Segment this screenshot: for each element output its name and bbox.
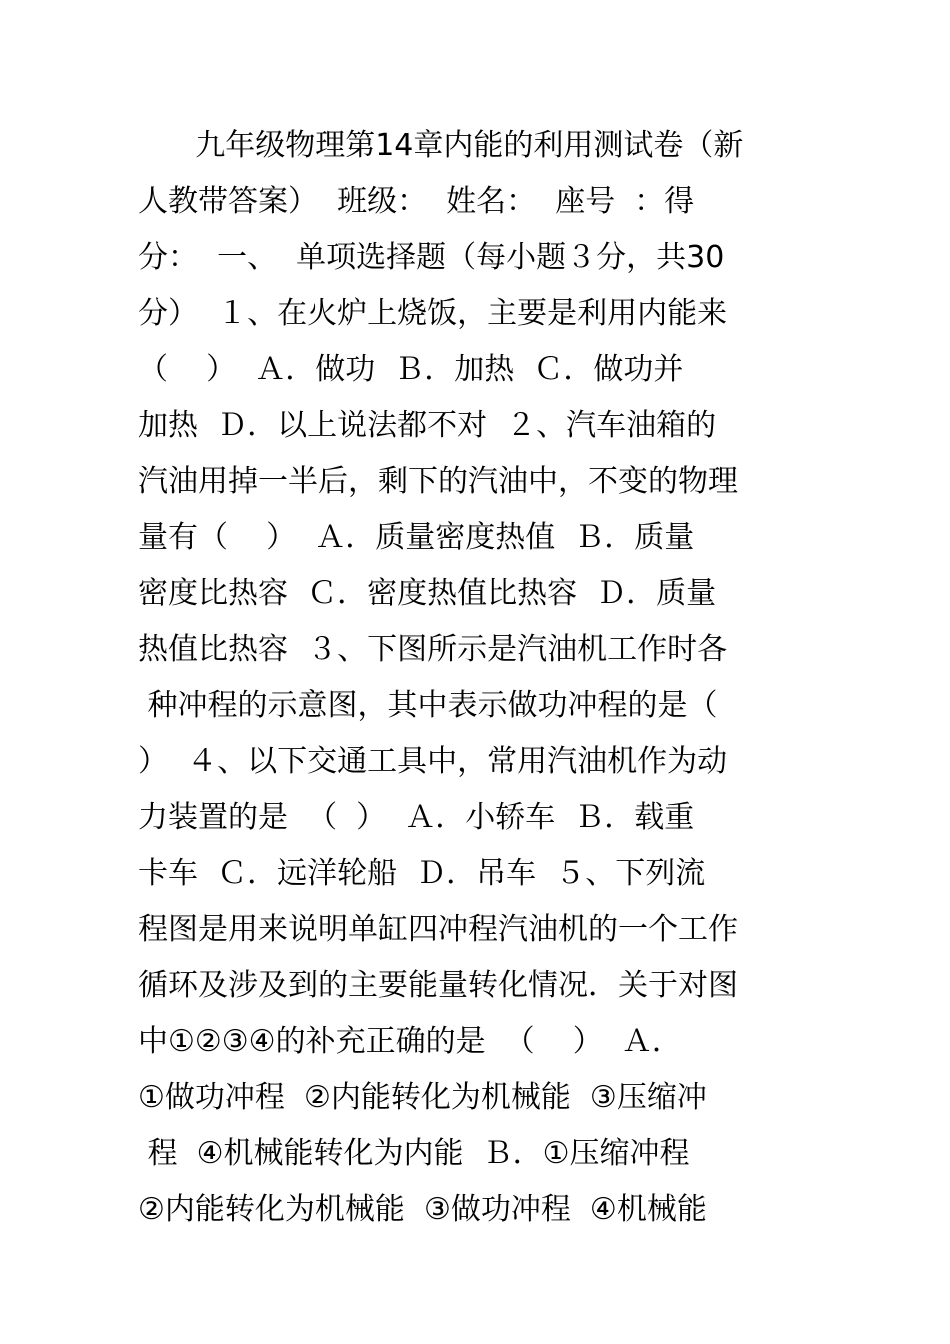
text-line: 汽油用掉一半后，剩下的汽油中，不变的物理 [138,464,738,499]
text-line: ） ４、以下交通工具中，常用汽油机作为动 [138,744,728,779]
text-line: 中①②③④的补充正确的是 （ ） Ａ． [138,1024,682,1059]
text-line: 程图是用来说明单缸四冲程汽油机的一个工作 [138,912,738,947]
text-line: 循环及涉及到的主要能量转化情况．关于对图 [138,968,738,1003]
text-line: 力装置的是 （ ） Ａ．小轿车 Ｂ．载重 [138,800,695,835]
text-line: 程 ④机械能转化为内能 Ｂ．①压缩冲程 [138,1136,690,1171]
text-line: （ ） Ａ．做功 Ｂ．加热 Ｃ．做功并 [138,352,684,387]
text-line: ②内能转化为机械能 ③做功冲程 ④机械能 [138,1192,707,1227]
text-line: ①做功冲程 ②内能转化为机械能 ③压缩冲 [138,1080,707,1115]
text-line: 分： 一、 单项选择题（每小题３分，共30 [138,240,725,275]
text-line: 人教带答案） 班级： 姓名： 座号 ：得 [138,184,695,219]
text-line: 密度比热容 Ｃ．密度热值比热容 Ｄ．质量 [138,576,717,611]
text-line: 九年级物理第14章内能的利用测试卷（新 [138,128,744,163]
text-line: 种冲程的示意图，其中表示做功冲程的是（ [138,688,718,723]
text-line: 分） １、在火炉上烧饭，主要是利用内能来 [138,296,728,331]
text-line: 加热 Ｄ．以上说法都不对 ２、汽车油箱的 [138,408,717,443]
text-line: 卡车 Ｃ．远洋轮船 Ｄ．吊车 ５、下列流 [138,856,706,891]
text-line: 热值比热容 ３、下图所示是汽油机工作时各 [138,632,728,667]
text-line: 量有（ ） Ａ．质量密度热值 Ｂ．质量 [138,520,695,555]
